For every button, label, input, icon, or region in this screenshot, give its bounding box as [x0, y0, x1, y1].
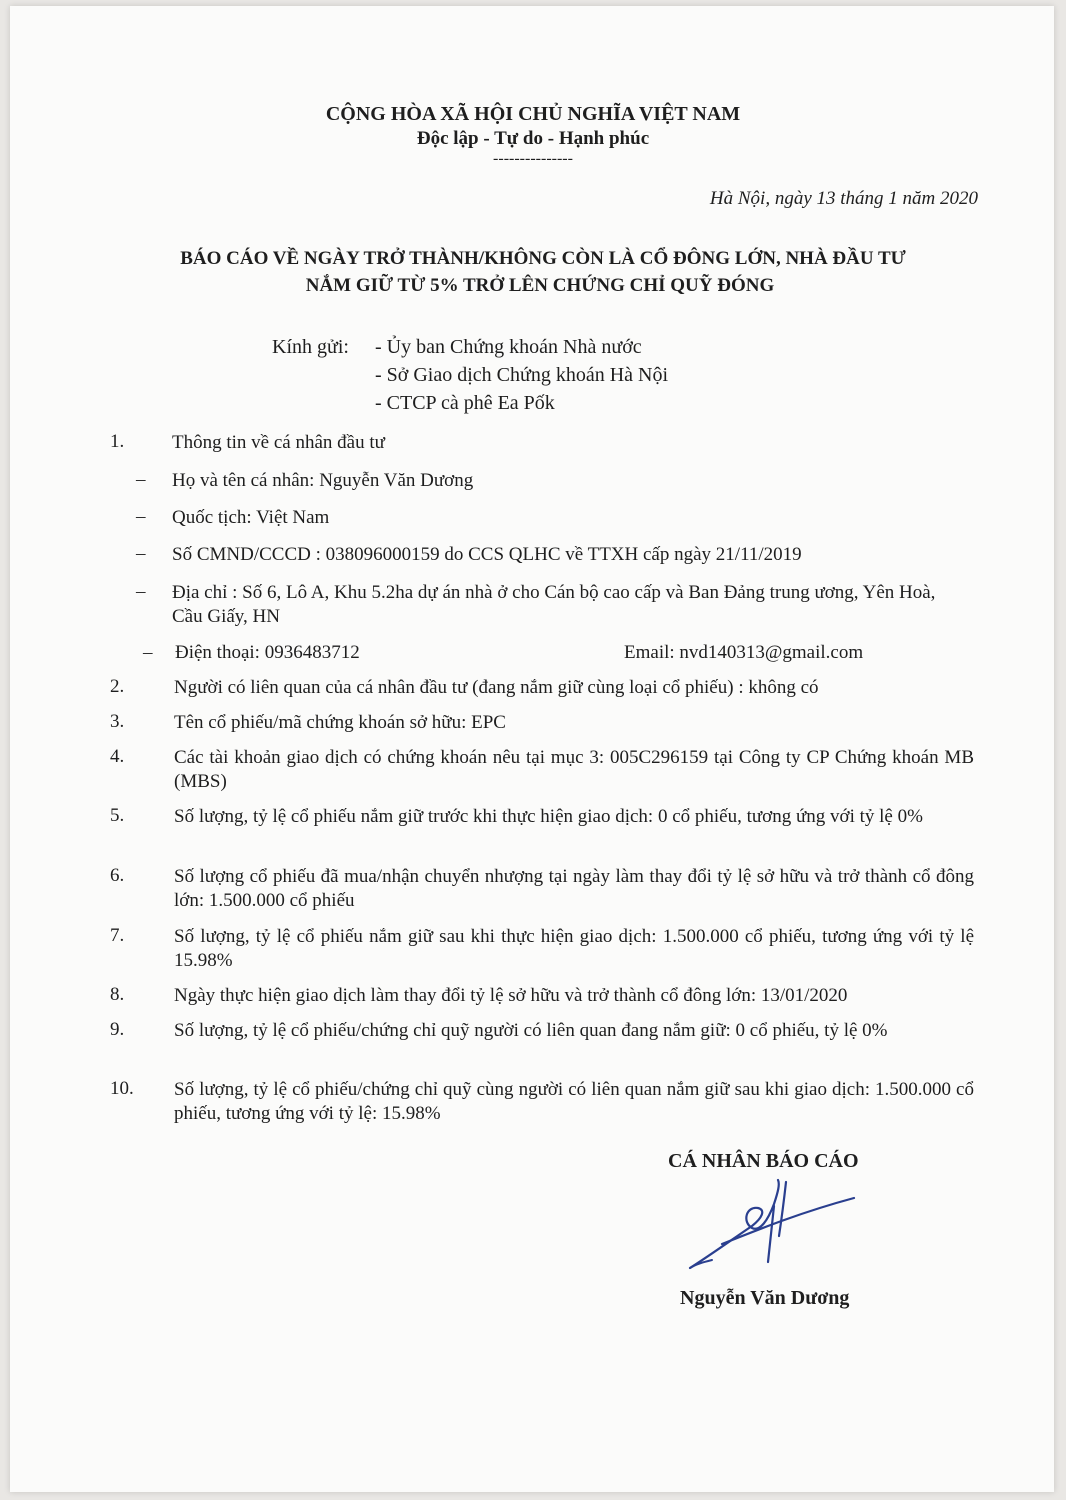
investor-address: Địa chỉ : Số 6, Lô A, Khu 5.2ha dự án nhà ở cho Cán bộ cao cấp và Ban Đảng trung ương, Yên Hoà, Cầu Giấy, HN [172, 582, 936, 627]
recipient-item: - CTCP cà phê Ea Pốk [375, 392, 555, 414]
item-text: Người có liên quan của cá nhân đầu tư (đang nắm giữ cùng loại cổ phiếu) : không có [174, 677, 819, 698]
item-text: Số lượng, tỷ lệ cổ phiếu nắm giữ sau khi thực hiện giao dịch: 1.500.000 cổ phiếu, tương ứng với tỷ lệ 15.98% [174, 926, 974, 971]
item-number: 10. [110, 1078, 134, 1099]
investor-name: Họ và tên cá nhân: Nguyễn Văn Dương [172, 470, 474, 491]
item-number: 2. [110, 676, 125, 697]
recipients-label: Kính gửi: [272, 336, 349, 358]
bullet-dash: – [136, 581, 146, 602]
bullet-dash: – [136, 469, 146, 490]
investor-phone: Điện thoại: 0936483712 [175, 642, 360, 663]
investor-id-card: Số CMND/CCCD : 038096000159 do CCS QLHC về TTXH cấp ngày 21/11/2019 [172, 544, 802, 565]
item-text: Ngày thực hiện giao dịch làm thay đổi tỷ lệ sở hữu và trở thành cổ đông lớn: 13/01/2020 [174, 985, 848, 1006]
date-line: Hà Nội, ngày 13 tháng 1 năm 2020 [709, 188, 978, 209]
item-number: 3. [110, 711, 125, 732]
section-number: 1. [110, 431, 125, 452]
handwritten-signature [682, 1176, 862, 1276]
bullet-dash: – [143, 642, 153, 663]
item-number: 6. [110, 865, 125, 886]
bullet-dash: – [136, 506, 146, 527]
section-heading: Thông tin về cá nhân đầu tư [172, 432, 385, 453]
item-text: Các tài khoản giao dịch có chứng khoán nêu tại mục 3: 005C296159 tại Công ty CP Chứng khoán MB (MBS) [174, 747, 974, 792]
report-title-line-1: BÁO CÁO VỀ NGÀY TRỞ THÀNH/KHÔNG CÒN LÀ CỔ ĐÔNG LỚN, NHÀ ĐẦU TƯ [180, 248, 906, 269]
item-text: Số lượng, tỷ lệ cổ phiếu/chứng chỉ quỹ cùng người có liên quan nắm giữ sau khi giao dịch: 1.500.000 cổ phiếu, tương ứng với tỷ lệ: 15.98% [174, 1079, 974, 1124]
item-number: 5. [110, 805, 125, 826]
signer-name: Nguyễn Văn Dương [680, 1287, 850, 1309]
item-number: 9. [110, 1019, 125, 1040]
item-number: 4. [110, 746, 125, 767]
bullet-dash: – [136, 543, 146, 564]
item-text: Số lượng cổ phiếu đã mua/nhận chuyển nhượng tại ngày làm thay đổi tỷ lệ sở hữu và trở thành cổ đông lớn: 1.500.000 cổ phiếu [174, 866, 974, 911]
recipient-item: - Sở Giao dịch Chứng khoán Hà Nội [375, 364, 669, 386]
item-text: Số lượng, tỷ lệ cổ phiếu nắm giữ trước khi thực hiện giao dịch: 0 cổ phiếu, tương ứng với tỷ lệ 0% [174, 806, 923, 827]
investor-nationality: Quốc tịch: Việt Nam [172, 507, 330, 528]
recipient-item: - Ủy ban Chứng khoán Nhà nước [375, 336, 642, 358]
report-title-line-2: NẮM GIỮ TỪ 5% TRỞ LÊN CHỨNG CHỈ QUỸ ĐÓNG [305, 275, 775, 296]
item-number: 8. [110, 984, 125, 1005]
item-text: Số lượng, tỷ lệ cổ phiếu/chứng chỉ quỹ người có liên quan đang nắm giữ: 0 cổ phiếu, tỷ lệ 0% [174, 1020, 888, 1041]
investor-email: Email: nvd140313@gmail.com [624, 642, 864, 663]
item-number: 7. [110, 925, 125, 946]
national-title: CỘNG HÒA XÃ HỘI CHỦ NGHĨA VIỆT NAM [325, 103, 741, 125]
signature-title: CÁ NHÂN BÁO CÁO [668, 1150, 859, 1172]
header-divider: --------------- [493, 150, 573, 167]
item-text: Tên cổ phiếu/mã chứng khoán sở hữu: EPC [174, 712, 506, 733]
national-motto: Độc lập - Tự do - Hạnh phúc [416, 128, 650, 149]
